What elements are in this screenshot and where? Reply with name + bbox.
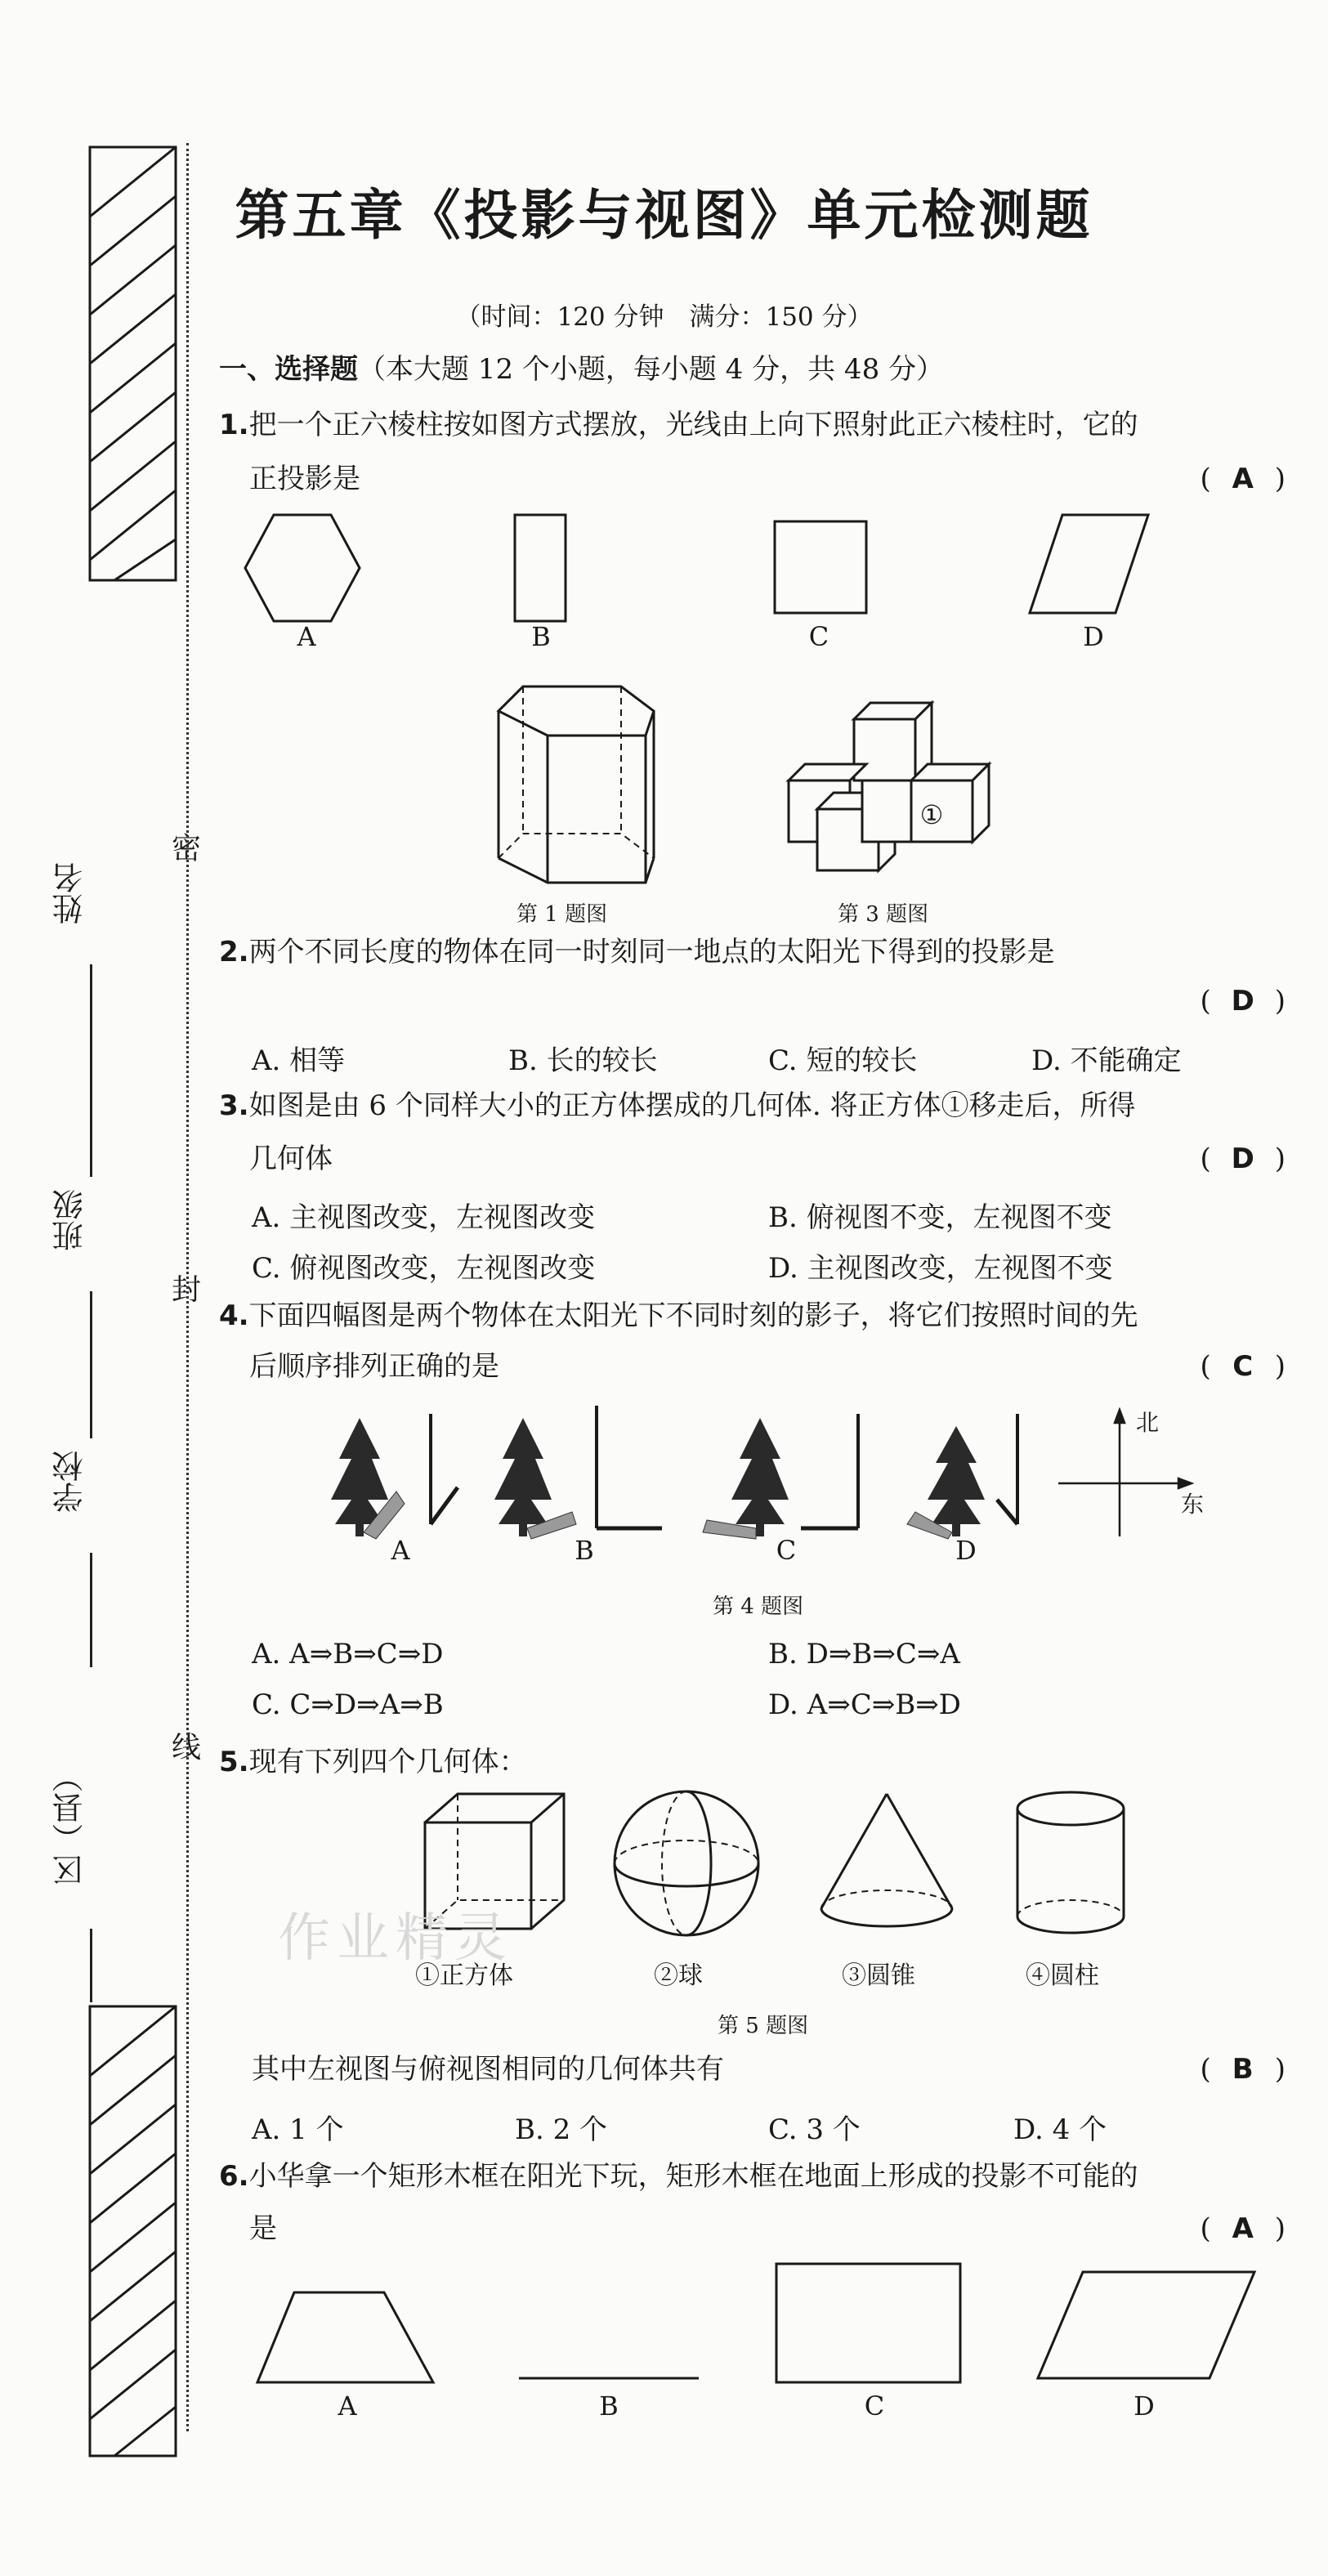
solids-figure: [409, 1786, 1144, 1949]
seal-feng: 封: [172, 1273, 202, 1307]
school-label: 学校: [52, 1451, 88, 1513]
cone-shape: [821, 1794, 952, 1926]
north-label: 北: [1136, 1409, 1160, 1436]
q1-opt-a: A: [297, 621, 316, 652]
class-line: [90, 1291, 92, 1438]
q5-answer: ( B ): [1200, 2053, 1286, 2086]
exam-info: （时间：120 分钟 满分：150 分）: [455, 302, 873, 332]
q4-line2: 后顺序排列正确的是: [249, 1350, 499, 1383]
scene-a: [331, 1414, 458, 1539]
q6-opt-d: D: [1133, 2390, 1155, 2422]
q5-stem: 其中左视图与俯视图相同的几何体共有: [252, 2053, 724, 2086]
tree-shadow-figure: [327, 1402, 1226, 1549]
name-line: [90, 964, 92, 1177]
q4-fig-d: D: [955, 1535, 977, 1566]
rectangle-shape: [776, 2264, 960, 2382]
seal-dotted-line: [186, 143, 189, 2431]
q6-opt-a: A: [338, 2390, 357, 2422]
q4-caption: 第 4 题图: [713, 1594, 804, 1619]
district-label: 区（县）: [52, 1761, 88, 1885]
name-label: 姓名: [52, 862, 88, 924]
q6-line2: 是: [249, 2212, 277, 2245]
scene-d: [907, 1414, 1017, 1539]
q5-opt-b: B. 2 个: [515, 2113, 608, 2146]
q3-line1: 3.如图是由 6 个同样大小的正方体摆成的几何体. 将正方体①移走后，所得: [219, 1089, 1136, 1122]
trapezoid-shape: [257, 2292, 433, 2382]
q5-shape-1: ①正方体: [415, 1961, 513, 1990]
q2-opt-b: B. 长的较长: [508, 1044, 658, 1077]
q5-shape-3: ③圆锥: [842, 1961, 915, 1990]
q3-opt-b: B. 俯视图不变，左视图不变: [768, 1201, 1112, 1234]
q1-options-figure: [237, 507, 1201, 646]
q2-opt-c: C. 短的较长: [768, 1044, 918, 1077]
q2-answer: ( D ): [1200, 985, 1286, 1017]
q5-caption: 第 5 题图: [718, 2014, 809, 2038]
q5-text: 5.现有下列四个几何体：: [219, 1746, 527, 1778]
q5-opt-a: A. 1 个: [252, 2113, 344, 2146]
cylinder-shape: [1017, 1792, 1124, 1933]
q5-shape-2: ②球: [654, 1961, 703, 1990]
page-title: 第五章《投影与视图》单元检测题: [235, 184, 1093, 247]
scene-c: [703, 1414, 858, 1539]
cube-stack-figure: [780, 695, 1001, 891]
q3-answer: ( D ): [1200, 1143, 1286, 1175]
q3-opt-d: D. 主视图改变，左视图不变: [768, 1252, 1113, 1285]
q1-opt-d: D: [1083, 621, 1104, 652]
east-label: 东: [1181, 1491, 1205, 1518]
q6-answer: ( A ): [1200, 2212, 1286, 2245]
section-heading: 一、选择题（本大题 12 个小题，每小题 4 分，共 48 分）: [219, 353, 945, 386]
compass: [1058, 1410, 1192, 1536]
square-shape: [775, 521, 866, 613]
q2-opt-a: A. 相等: [252, 1044, 346, 1077]
q6-line1: 6.小华拿一个矩形木框在阳光下玩，矩形木框在地面上形成的投影不可能的: [219, 2160, 1138, 2193]
seal-xian: 线: [172, 1731, 202, 1764]
q6-opt-b: B: [599, 2390, 619, 2422]
q1-answer: ( A ): [1200, 463, 1286, 495]
q2-opt-d: D. 不能确定: [1031, 1044, 1182, 1077]
seal-mi: 密: [172, 832, 202, 865]
q3-opt-c: C. 俯视图改变，左视图改变: [252, 1252, 596, 1285]
q6-opt-c: C: [864, 2390, 885, 2422]
q4-fig-b: B: [575, 1535, 594, 1566]
hexagonal-prism-figure: [490, 670, 670, 907]
q6-options-figure: [245, 2256, 1308, 2386]
scene-b: [494, 1406, 662, 1539]
q2-text: 2.两个不同长度的物体在同一时刻同一地点的太阳光下得到的投影是: [219, 936, 1055, 968]
tall-rect-shape: [515, 515, 566, 621]
q5-shape-4: ④圆柱: [1026, 1961, 1099, 1990]
parallelogram-shape-q6: [1038, 2272, 1254, 2378]
q4-line1: 4.下面四幅图是两个物体在太阳光下不同时刻的影子，将它们按照时间的先: [219, 1299, 1138, 1332]
q4-opt-a: A. A⇒B⇒C⇒D: [252, 1638, 444, 1670]
q3-opt-a: A. 主视图改变，左视图改变: [252, 1201, 596, 1234]
q5-opt-d: D. 4 个: [1013, 2113, 1107, 2146]
parallelogram-shape: [1030, 515, 1148, 613]
school-line: [90, 1553, 92, 1667]
q3-caption: 第 3 题图: [838, 902, 929, 927]
q4-fig-a: A: [391, 1535, 410, 1566]
class-label: 班级: [52, 1189, 88, 1251]
q4-opt-b: B. D⇒B⇒C⇒A: [768, 1638, 960, 1670]
q1-opt-b: B: [531, 621, 551, 652]
q4-answer: ( C ): [1200, 1350, 1286, 1383]
q1-caption: 第 1 题图: [516, 902, 608, 927]
q1-opt-c: C: [808, 621, 829, 652]
sphere-shape: [615, 1791, 758, 1935]
q5-opt-c: C. 3 个: [768, 2113, 861, 2146]
hexagon-shape: [245, 515, 360, 621]
q3-line2: 几何体: [249, 1143, 333, 1175]
q4-opt-d: D. A⇒C⇒B⇒D: [768, 1688, 961, 1721]
binding-hatch-bottom: [82, 2002, 180, 2460]
q1-line2: 正投影是: [249, 463, 360, 495]
district-line: [90, 1929, 92, 2002]
q4-fig-c: C: [776, 1535, 797, 1566]
cube-1-mark: ①: [919, 799, 944, 830]
q1-line1: 1.把一个正六棱柱按如图方式摆放，光线由上向下照射此正六棱柱时，它的: [219, 409, 1138, 441]
watermark: 作业精灵: [278, 1908, 513, 1969]
q4-opt-c: C. C⇒D⇒A⇒B: [252, 1688, 444, 1721]
